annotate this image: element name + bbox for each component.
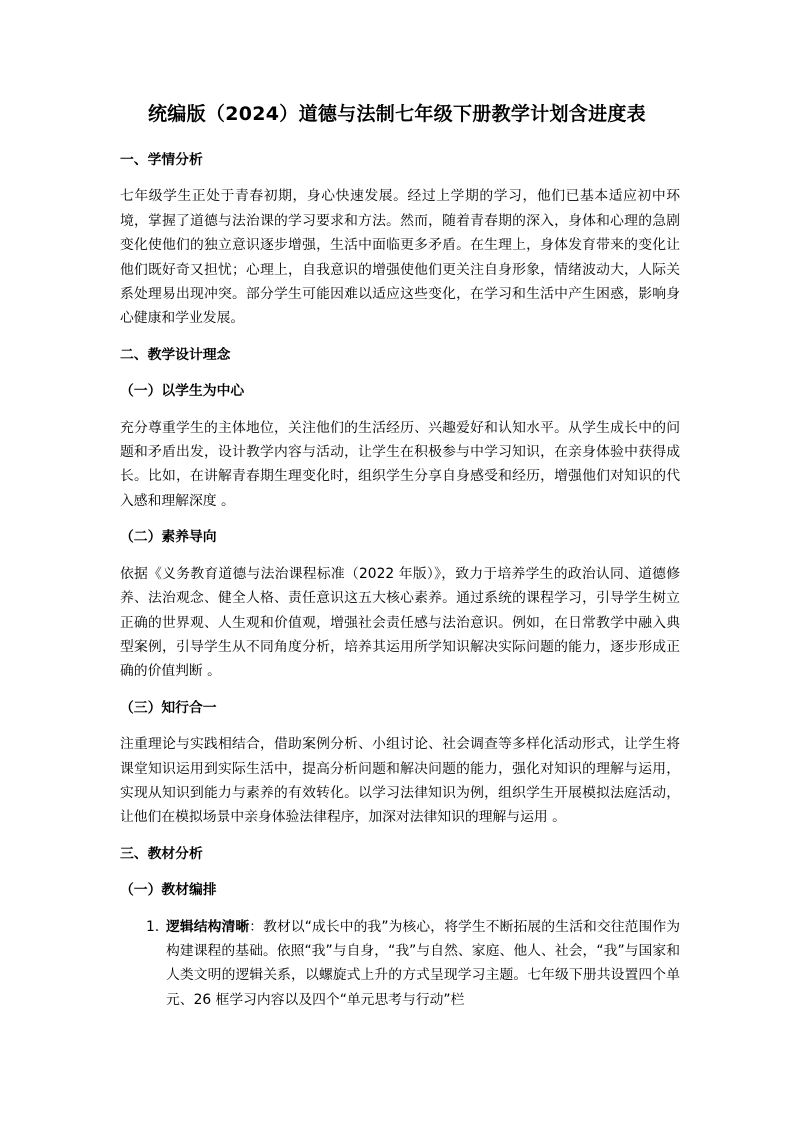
literacy-oriented-paragraph: 依据《义务教育道德与法治课程标准（2022 年版）》，致力于培养学生的政治认同、道德修养、法治观念、健全人格、责任意识这五大核心素养。通过系统的课程学习，引导学生树立正确的世界观、人生观和价值观，增强社会责任感与法治意识。例如，在日常教学中融入典型案例，引导学生从不同角度分析，培养其运用所学知识解决实际问题的能力，逐步形成正确的价值判断 。 (120, 565, 680, 680)
section-heading-learning-analysis: 一、学情分析 (120, 152, 203, 168)
textbook-arrangement-list (120, 915, 680, 1013)
document-title: 统编版（2024）道德与法制七年级下册教学计划含进度表 (148, 103, 646, 125)
student-centered-paragraph: 充分尊重学生的主体地位，关注他们的生活经历、兴趣爱好和认知水平。从学生成长中的问题和矛盾出发，设计教学内容与活动，让学生在积极参与中学习知识，在亲身体验中获得成长。比如，在讲解青春期生理变化时，组织学生分享自身感受和经历，增强他们对知识的代入感和理解深度 。 (120, 419, 680, 509)
list-item-number: 1. (146, 918, 160, 935)
knowledge-action-paragraph: 注重理论与实践相结合，借助案例分析、小组讨论、社会调查等多样化活动形式，让学生将课堂知识运用到实际生活中，提高分析问题和解决问题的能力，强化对知识的理解与运用，实现从知识到能力与素养的有效转化。以学习法律知识为例，组织学生开展模拟法庭活动，让他们在模拟场景中亲身体验法律程序，加深对法律知识的理解与运用 。 (120, 736, 680, 826)
subsection-heading-textbook-arrangement: （一）教材编排 (120, 882, 217, 899)
subsection-heading-student-centered: （一）以学生为中心 (120, 383, 245, 400)
subsection-heading-knowledge-action: （三）知行合一 (120, 699, 217, 716)
list-item (120, 915, 680, 1013)
learning-analysis-paragraph: 七年级学生正处于青春初期，身心快速发展。经过上学期的学习，他们已基本适应初中环境，掌握了道德与法治课的学习要求和方法。然而，随着青春期的深入，身体和心理的急剧变化使他们的独立意识逐步增强，生活中面临更多矛盾。在生理上，身体发育带来的变化让他们既好奇又担忧；心理上，自我意识的增强使他们更关注自身形象，情绪波动大，人际关系处理易出现冲突。部分学生可能因难以适应这些变化，在学习和生活中产生困惑，影响身心健康和学业发展。 (120, 188, 680, 327)
subsection-heading-literacy-oriented: （二）素养导向 (120, 529, 217, 546)
section-heading-textbook-analysis: 三、教材分析 (120, 845, 203, 862)
list-item-lead: 逻辑结构清晰 (166, 918, 250, 935)
section-heading-design-concept: 二、教学设计理念 (120, 346, 231, 363)
document-body (120, 148, 680, 1012)
list-item-text: ：教材以“成长中的我”为核心，将学生不断拓展的生活和交往范围作为构建课程的基础。依照“我”与自身，“我”与自然、家庭、他人、社会，“我”与国家和人类文明的逻辑关系，以螺旋式上升的方式呈现学习主题。七年级下册共设置四个单元、26 框学习内容以及四个“单元思考与行动”栏 (166, 918, 681, 1008)
